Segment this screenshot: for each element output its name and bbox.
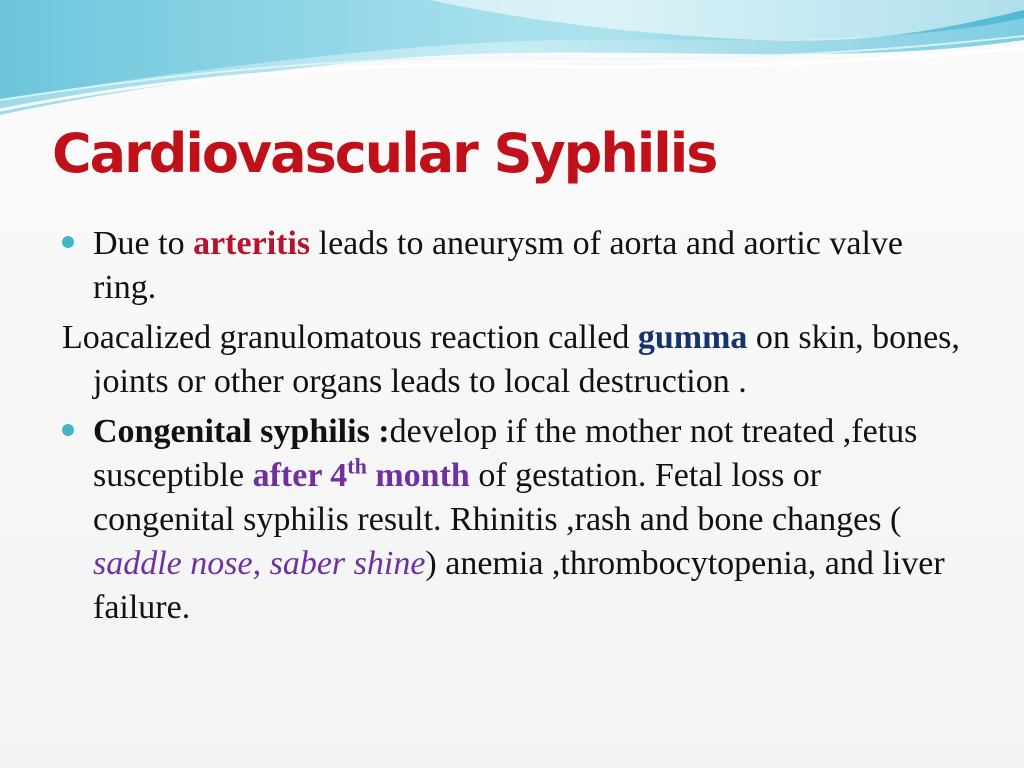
paragraph-gumma (62, 316, 962, 404)
text-run: Loacalized granulomatous reaction called (62, 319, 638, 356)
header-wave-decoration (0, 0, 1024, 130)
bullet-icon (62, 424, 74, 436)
text-run: on skin, bones, joints or other organs leads to local destruction . (93, 319, 960, 400)
highlight-after-4th: after 4 (252, 457, 348, 494)
bullet-point-arteritis (62, 222, 962, 310)
slide-body (62, 222, 962, 636)
superscript-th: th (347, 453, 367, 479)
highlight-month: month (366, 457, 470, 494)
slide-title: Cardiovascular Syphilis (52, 122, 717, 185)
text-run: leads to aneurysm of aorta and aortic valve ring. (93, 225, 904, 306)
heading-congenital-syphilis: Congenital syphilis : (93, 413, 390, 450)
text-run: of gestation. Fetal loss or congenital syphilis result. Rhinitis ,rash and bone changes ( (93, 457, 902, 538)
highlight-gumma: gumma (637, 319, 748, 356)
highlight-saddle-nose: saddle nose, saber shine (93, 545, 426, 582)
text-run: ) anemia ,thrombocytopenia, and liver failure. (93, 545, 945, 626)
highlight-arteritis: arteritis (193, 225, 311, 262)
bullet-point-congenital (62, 410, 962, 630)
text-run: develop if the mother not treated ,fetus susceptible (93, 413, 918, 494)
text-run: Due to (93, 225, 194, 262)
bullet-icon (62, 236, 74, 248)
